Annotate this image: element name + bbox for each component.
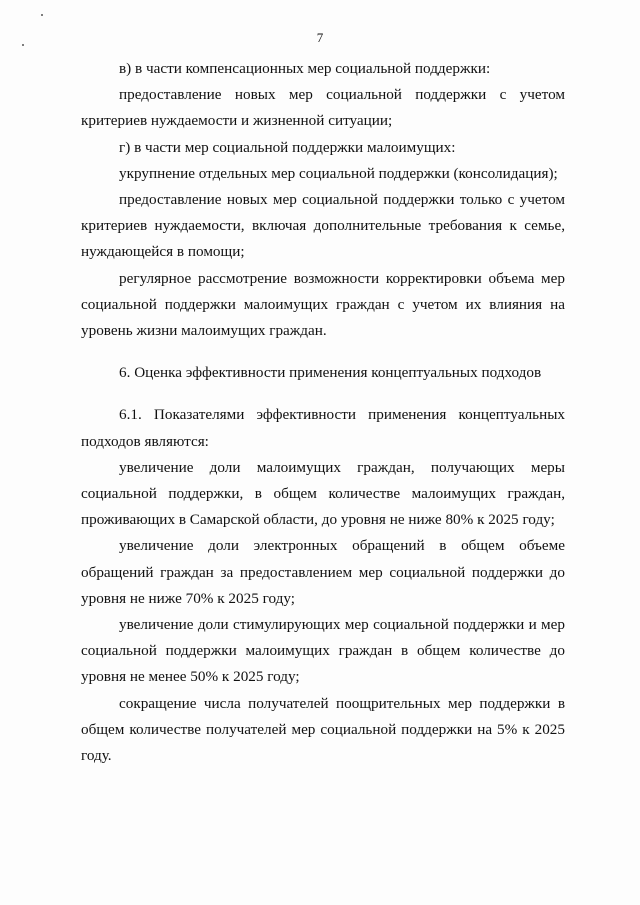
paragraph-low-income-heading: г) в части мер социальной поддержки малоимущих: <box>119 138 456 156</box>
paragraph-indicator-electronic-share: увеличение доли электронных обращений в общем объеме обращений граждан за предоставлением мер социальной поддержки до уровня не ниже 70% к 2025 году; <box>81 537 565 607</box>
paragraph-consolidation: укрупнение отдельных мер социальной поддержки (консолидация); <box>119 164 558 182</box>
page-number: 7 <box>316 30 324 45</box>
paragraph-indicator-reduction: сокращение числа получателей поощрительных мер поддержки в общем количестве получателей мер социальной поддержки на 5% к 2025 году. <box>81 694 565 765</box>
paragraph-regular-review: регулярное рассмотрение возможности корректировки объема мер социальной поддержки малоимущих граждан с учетом их влияния на уровень жизни малоимущих граждан. <box>81 269 565 340</box>
paragraph-indicator-low-income-share: увеличение доли малоимущих граждан, получающих меры социальной поддержки, в общем количестве малоимущих граждан, проживающих в Самарской области, до уровня не ниже 80% к 2025 году; <box>81 458 565 529</box>
section-spacer <box>81 386 565 402</box>
paragraph-new-measures-family: предоставление новых мер социальной поддержки только с учетом критериев нуждаемости, включая дополнительные требования к семье, нуждающейся в помощи; <box>81 191 565 261</box>
document-body <box>81 56 565 769</box>
section-spacer <box>81 344 565 360</box>
paragraph-compensation-heading: в) в части компенсационных мер социальной поддержки: <box>119 60 491 77</box>
section-heading: 6. Оценка эффективности применения концептуальных подходов <box>119 364 542 382</box>
paragraph-indicators-intro: 6.1. Показателями эффективности применения концептуальных подходов являются: <box>81 406 565 450</box>
scan-speck <box>41 14 43 16</box>
paragraph-indicator-stimulating-share: увеличение доли стимулирующих мер социальной поддержки и мер социальной поддержки малоимущих граждан в общем количестве до уровня не менее 50% к 2025 году; <box>81 616 565 686</box>
paragraph-new-measures-need: предоставление новых мер социальной поддержки с учетом критериев нуждаемости и жизненной ситуации; <box>81 86 565 130</box>
